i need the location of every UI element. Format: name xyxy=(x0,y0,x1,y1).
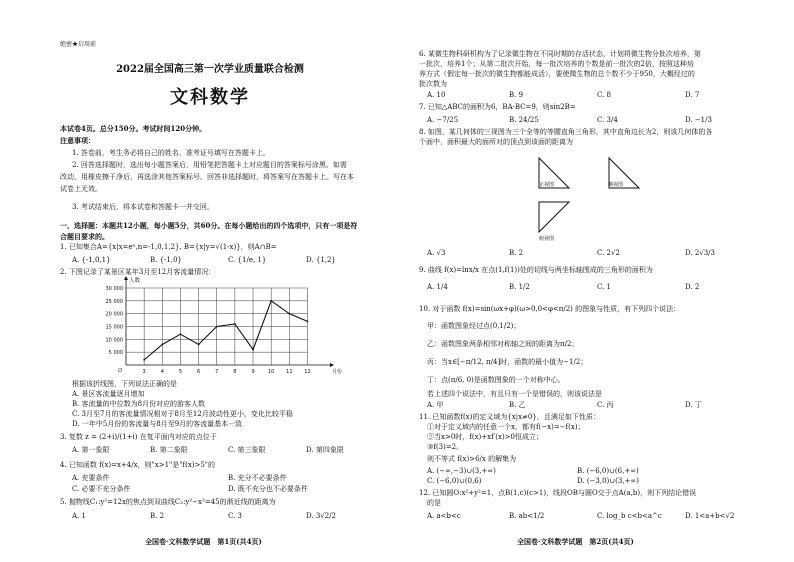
x-tick-label: 11 xyxy=(286,369,293,375)
q5-option-d: D. 3√2/2 xyxy=(306,512,336,520)
q9-option-a: A. 1/4 xyxy=(427,283,448,291)
q11-line: ②当x>0时，f(x)+xf′(x)>0恒成立； xyxy=(427,433,543,441)
q3-option-c: C. 第三象限 xyxy=(228,446,266,454)
x-tick-label: 5 xyxy=(178,369,183,375)
page-footer: 全国卷·文科数学试题 第2页(共4页) xyxy=(517,537,634,546)
question-3: 3. 复数 z = (2+i)/(1+i) 在复平面内对应的点位于 xyxy=(60,433,217,441)
q10-line: 若上述四个说法中，有且只有一个是错误的，则该说法是 xyxy=(427,390,602,398)
q8-option-b: B. 2 xyxy=(509,249,524,257)
q4-option-c: C. 必要不充分条件 xyxy=(72,485,131,493)
data-point xyxy=(198,344,200,346)
q12-option-a: A. a<b<c xyxy=(427,512,461,520)
note-line: 改动，用橡皮擦干净后，再选涂其他答案标号。回答非选择题时，将答案写在答题卡上。写在本 xyxy=(60,173,354,181)
y-tick-label: 25 000 xyxy=(105,298,123,305)
q7-option-c: C. 3/4 xyxy=(597,116,618,124)
note-line: 2. 回答选择题时，选出每小题答案后，用铅笔把答题卡上对应题目的答案标号涂黑。如需 xyxy=(72,161,347,169)
data-point xyxy=(216,326,218,328)
series-line xyxy=(144,301,307,360)
x-tick-label: 8 xyxy=(233,369,237,375)
q10-line: 丁：点(π/6, 0)是函数图象的一个对称中心。 xyxy=(427,376,565,384)
x-tick-label: 4 xyxy=(160,369,164,375)
q8-line: 8. 如图，某几何体的三视图为三个全等的等腰直角三角形，其中直角边长为2，则该几何体的各 xyxy=(419,128,713,136)
secret-label: 绝密★启用前 xyxy=(60,41,97,48)
y-tick-label: 15 000 xyxy=(105,324,123,331)
q10-option-d: D. 丁 xyxy=(685,401,702,409)
origin-label: O xyxy=(118,368,122,374)
q11-option-c: C. (−6,0)∪(0,6) xyxy=(427,477,482,485)
q11-line: ①对于定义域内的任意一个x，都有f(−x)=−f(x)； xyxy=(427,423,585,431)
q7-option-b: B. 24/25 xyxy=(509,116,539,124)
q9-option-c: C. 1 xyxy=(597,283,612,291)
q6-line: 养方式（假定每一批次的微生物都能成活），要使微生物的总个数不少于950，大概经过的 xyxy=(419,70,695,78)
data-point xyxy=(288,313,290,315)
q11-option-b: B. (−6,0)∪(6,+∞) xyxy=(577,467,639,475)
q7-option-d: D. −1/3 xyxy=(685,116,712,124)
note-line: 3. 考试结束后，将本试卷和答题卡一并交回。 xyxy=(72,203,214,211)
line-chart xyxy=(70,276,343,380)
q4-option-d: D. 既不充分也不必要条件 xyxy=(228,485,308,493)
q1-option-d: D. {1,2} xyxy=(306,256,336,264)
q5-option-c: C. 3 xyxy=(228,512,243,520)
q2-stem: 根据该折线图，下列说法正确的是 xyxy=(72,380,177,388)
data-point xyxy=(234,323,236,325)
question-5: 5. 抛物线C₁:y²=12x的焦点到双曲线C₂:y²−x²=45的渐近线的距离为 xyxy=(60,498,276,506)
data-point xyxy=(161,344,163,346)
q10-option-c: C. 丙 xyxy=(597,401,614,409)
q11-line: 则不等式 f(x)>6/x 的解集为 xyxy=(427,455,517,463)
q9-option-d: D. 2 xyxy=(685,283,700,291)
x-axis-label: 月份 xyxy=(332,369,343,375)
q1-option-b: B. {-1,0} xyxy=(150,256,182,264)
q11-line: ③f(3)=2。 xyxy=(427,443,464,451)
question-1: 1. 已知集合A={x|x=eⁿ,n=-1,0,1,2}, B={x|y=√(1-x)}，则A∩B= xyxy=(60,243,277,251)
q11-line: 11. 已知函数f(x)的定义域为{x|x≠0}，且满足如下性质： xyxy=(419,413,600,421)
q11-option-d: D. (−3,0)∪(3,+∞) xyxy=(577,477,639,485)
q5-option-a: A. 1 xyxy=(72,512,86,520)
exam-info: 本试卷4页。总分150分。考试时间120分钟。 xyxy=(60,124,207,133)
x-tick-label: 12 xyxy=(304,369,311,375)
q11-option-a: A. (−∞,−3)∪(3,+∞) xyxy=(427,467,496,475)
data-point xyxy=(180,333,182,335)
q6-option-d: D. 7 xyxy=(685,91,700,99)
notes-title: 注意事项： xyxy=(60,136,95,145)
question-4: 4. 已知函数 f(x)=x+4/x，则"x>1"是"f(x)>5"的 xyxy=(60,461,216,469)
top-view-label: 俯视图 xyxy=(539,236,555,242)
note-line: 1. 答卷前，考生务必将自己的姓名、准考证号填写在答题卡上。 xyxy=(72,149,270,157)
q8-option-c: C. 2√2 xyxy=(597,249,620,257)
subject-title: 文科数学 xyxy=(170,87,250,108)
y-axis-label: 人数 xyxy=(129,278,141,284)
q10-line: 丙：当x∈[−π/12, π/4]时，函数的最小值为−1/2； xyxy=(427,358,588,366)
q7-option-a: A. −7/25 xyxy=(427,116,459,124)
q1-option-c: C. {1/e, 1} xyxy=(228,256,267,264)
side-view-label: 侧视图 xyxy=(608,182,624,188)
x-tick-label: 10 xyxy=(267,369,275,375)
exam-title: 2022届全国高三第一次学业质量联合检测 xyxy=(116,64,304,75)
q10-line: 10. 对于函数 f(x)=sin(ωx+φ)(ω>0,0<φ<π/2) 的图象与性质，有下列四个说法： xyxy=(419,305,681,313)
q3-option-a: A. 第一象限 xyxy=(72,446,110,454)
q12-line: 12. 已知圆O:x²+y²=1，点B(1,c)(c>1)，线段OB与圆O交于点A(a,b)，则下列结论错误 xyxy=(419,489,697,497)
y-axis-arrow xyxy=(124,276,128,280)
front-view-label: 正视图 xyxy=(539,182,555,188)
x-axis-arrow xyxy=(330,363,334,367)
q6-line: 一批次，培养1个；从第二批次开始，每一批次培养的个数是前一批次的2倍，按照这种培 xyxy=(419,60,694,68)
data-point xyxy=(307,320,309,322)
q2-option-a: A. 景区客流量逐月增加 xyxy=(72,390,145,398)
x-tick-label: 3 xyxy=(142,369,146,375)
q8-option-d: D. 2√3/3 xyxy=(685,249,715,257)
q10-line: 甲：函数图象经过点(0,1/2)； xyxy=(427,322,521,330)
q6-option-c: C. 8 xyxy=(597,91,612,99)
q10-line: 乙：函数图象两条相邻对称轴之间的距离为π/2； xyxy=(427,340,579,348)
q6-line: 6. 某微生物科研机构为了记录微生物在不同时期的存活状态，计划将微生物分批次培养，第 xyxy=(419,50,701,58)
q6-line: 批次数为 xyxy=(419,80,447,88)
data-point xyxy=(252,349,254,351)
q1-option-a: A. {-1,0,1} xyxy=(72,256,111,264)
data-point xyxy=(143,359,145,361)
q6-option-b: B. 9 xyxy=(509,91,524,99)
q5-option-b: B. 2 xyxy=(150,512,165,520)
q12-option-b: B. ab<1/2 xyxy=(509,512,545,520)
page-footer: 全国卷·文科数学试题 第1页(共4页) xyxy=(145,537,262,546)
section-heading: 合题目要求的。 xyxy=(60,232,109,241)
q8-option-a: A. √3 xyxy=(427,249,446,257)
q6-option-a: A. 10 xyxy=(427,91,446,99)
q8-line: 个面中，面积最大的面所对的顶点到该面的距离为 xyxy=(419,138,573,146)
q2-option-d: D. 一年中5月份的客流量与8月至9月的客流量基本一致 xyxy=(72,420,243,428)
q2-option-c: C. 3月至7月的客流量情况相对于8月至12月波动性更小，变化比较平稳 xyxy=(72,410,293,418)
q3-option-b: B. 第二象限 xyxy=(150,446,188,454)
q10-option-a: A. 甲 xyxy=(427,401,444,409)
q3-option-d: D. 第四象限 xyxy=(306,446,344,454)
q12-option-d: D. 1<a+b<√2 xyxy=(685,512,735,520)
q4-option-a: A. 充要条件 xyxy=(72,474,110,482)
question-2: 2. 下图记录了某景区某年3月至12月客流量情况： xyxy=(60,268,216,276)
page-2 xyxy=(397,0,794,562)
q9-option-b: B. 1/2 xyxy=(509,283,530,291)
note-line: 试卷上无效。 xyxy=(60,185,102,193)
y-tick-label: 5 000 xyxy=(108,350,123,357)
x-tick-label: 6 xyxy=(196,369,201,375)
q10-option-b: B. 乙 xyxy=(509,401,526,409)
x-tick-label: 7 xyxy=(215,369,219,375)
question-9: 9. 曲线 f(x)=lnx/x 在点(1,f(1))处的切线与两坐标轴围成的三角形的面积为 xyxy=(419,266,653,274)
x-tick-label: 9 xyxy=(251,369,255,375)
q4-option-b: B. 充分不必要条件 xyxy=(228,474,287,482)
section-heading: 一、选择题：本题共12小题，每小题5分，共60分。在每小题给出的四个选项中，只有一项是符 xyxy=(60,221,358,230)
q12-option-c: C. log_b c<b<a^c xyxy=(597,512,662,520)
y-tick-label: 20 000 xyxy=(105,311,123,318)
data-point xyxy=(270,300,272,302)
y-tick-label: 10 000 xyxy=(105,337,123,344)
top-view-triangle xyxy=(539,202,569,232)
q2-option-b: B. 客流量的中位数为8月份对应的游客人数 xyxy=(72,400,206,408)
y-tick-label: 30 000 xyxy=(105,286,123,292)
q12-line: 的是 xyxy=(427,499,441,507)
question-7: 7. 已知△ABC的面积为6，BA·BC=9，则sin2B= xyxy=(419,103,576,111)
